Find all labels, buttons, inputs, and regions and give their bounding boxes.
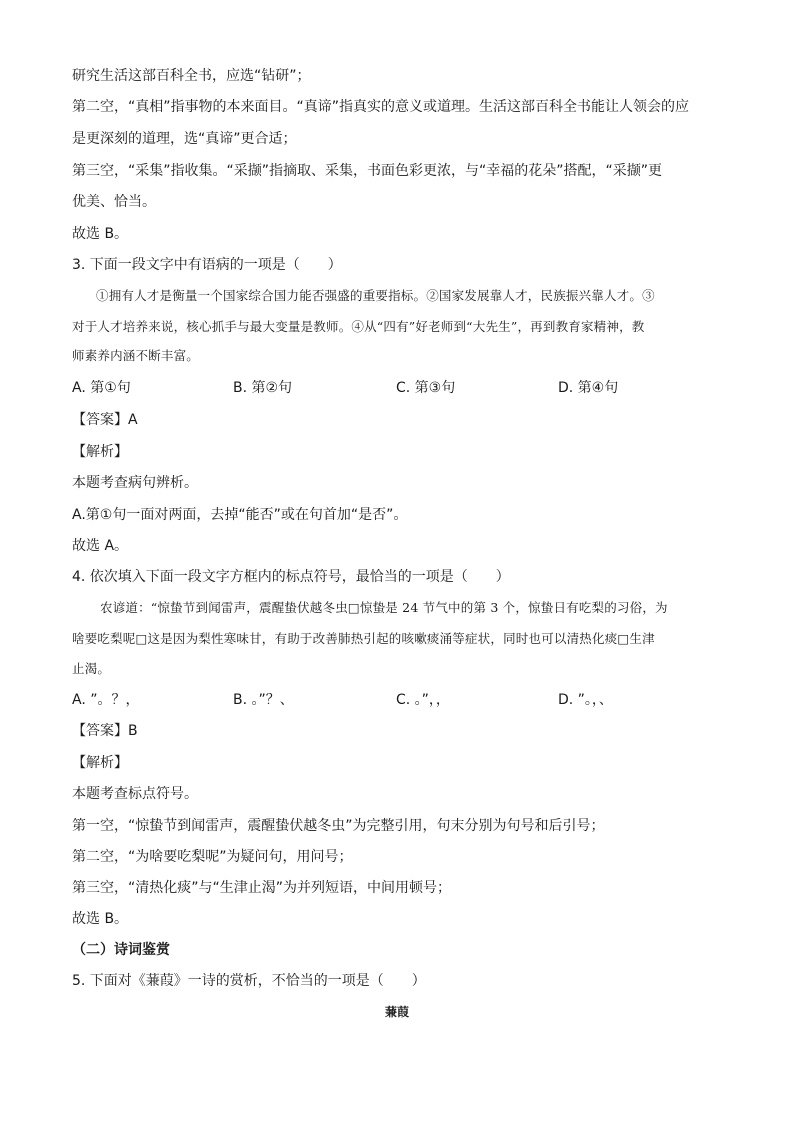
question-4-analysis-line: 第三空，“清热化痰”与“生津止渴”为并列短语，中间用顿号； — [72, 880, 452, 896]
question-3-passage-line: 师素养内涵不断丰富。 — [72, 348, 200, 363]
question-4-passage-line: 农谚道：“惊蛰节到闻雷声，震醒蛰伏越冬虫□惊蛰是 24 节气中的第 3 个，惊蛰日有吃梨的习俗，为 — [100, 600, 668, 615]
text-line: 优美、恰当。 — [72, 194, 156, 210]
question-3-passage-line: ①拥有人才是衡量一个国家综合国力能否强盛的重要指标。②国家发展靠人才，民族振兴靠人才。③ — [96, 288, 655, 303]
text-line: 故选 B。 — [72, 226, 129, 242]
question-3-answer: 【答案】A — [72, 412, 138, 428]
question-3-passage-line: 对于人才培养来说，核心抓手与最大变量是教师。④从“四有”好老师到“大先生”，再到教育家精神，教 — [72, 319, 645, 334]
question-3-option-d: D. 第④句 — [558, 380, 619, 396]
question-4-analysis-line: 故选 B。 — [72, 911, 129, 927]
question-4-analysis-line: 第二空，“为啥要吃梨呢”为疑问句，用问号； — [72, 849, 353, 865]
question-5-stem: 5. 下面对《蒹葭》一诗的赏析，不恰当的一项是（ ） — [72, 973, 426, 989]
question-4-answer: 【答案】B — [72, 723, 138, 739]
text-line: 研究生活这部百科全书，应选“钻研”； — [72, 68, 311, 84]
question-3-analysis-label: 【解析】 — [72, 444, 128, 460]
question-4-analysis-line: 本题考查标点符号。 — [72, 786, 198, 802]
question-3-option-b: B. 第②句 — [233, 380, 293, 396]
poem-title: 蒹葭 — [384, 1005, 409, 1019]
question-4-analysis-line: 第一空，“惊蛰节到闻雷声，震醒蛰伏越冬虫”为完整引用，句末分别为句号和后引号； — [72, 818, 605, 834]
section-heading: （二）诗词鉴赏 — [72, 942, 170, 958]
question-3-analysis-line: 本题考查病句辨析。 — [72, 475, 198, 491]
question-3-option-c: C. 第③句 — [396, 380, 456, 396]
question-3-analysis-line: 故选 A。 — [72, 538, 129, 554]
question-4-option-c: C. 。”，， — [396, 692, 450, 708]
question-4-passage-line: 啥要吃梨呢□这是因为梨性寒味甘，有助于改善肺热引起的咳嗽痰涌等症状，同时也可以清热化痰□生津 — [72, 631, 655, 646]
question-4-option-a: A. ”。？， — [72, 692, 140, 708]
text-line: 是更深刻的道理，选“真谛”更合适； — [72, 131, 297, 147]
question-3-analysis-line: A.第①句一面对两面，去掉“能否”或在句首加“是否”。 — [72, 507, 408, 523]
question-4-analysis-label: 【解析】 — [72, 755, 128, 771]
question-4-stem: 4. 依次填入下面一段文字方框内的标点符号，最恰当的一项是（ ） — [72, 569, 510, 585]
question-4-option-d: D. ”。，、 — [558, 692, 613, 708]
text-line: 第二空，“真相”指事物的本来面目。“真谛”指真实的意义或道理。生活这部百科全书能让人领会的应 — [72, 99, 690, 115]
question-3-option-a: A. 第①句 — [72, 380, 131, 396]
text-line: 第三空，“采集”指收集。“采撷”指摘取、采集，书面色彩更浓，与“幸福的花朵”搭配，“采撷”更 — [72, 163, 663, 179]
question-3-stem: 3. 下面一段文字中有语病的一项是（ ） — [72, 257, 342, 273]
question-4-option-b: B. 。”？、 — [233, 692, 294, 708]
question-4-passage-line: 止渴。 — [72, 661, 111, 676]
